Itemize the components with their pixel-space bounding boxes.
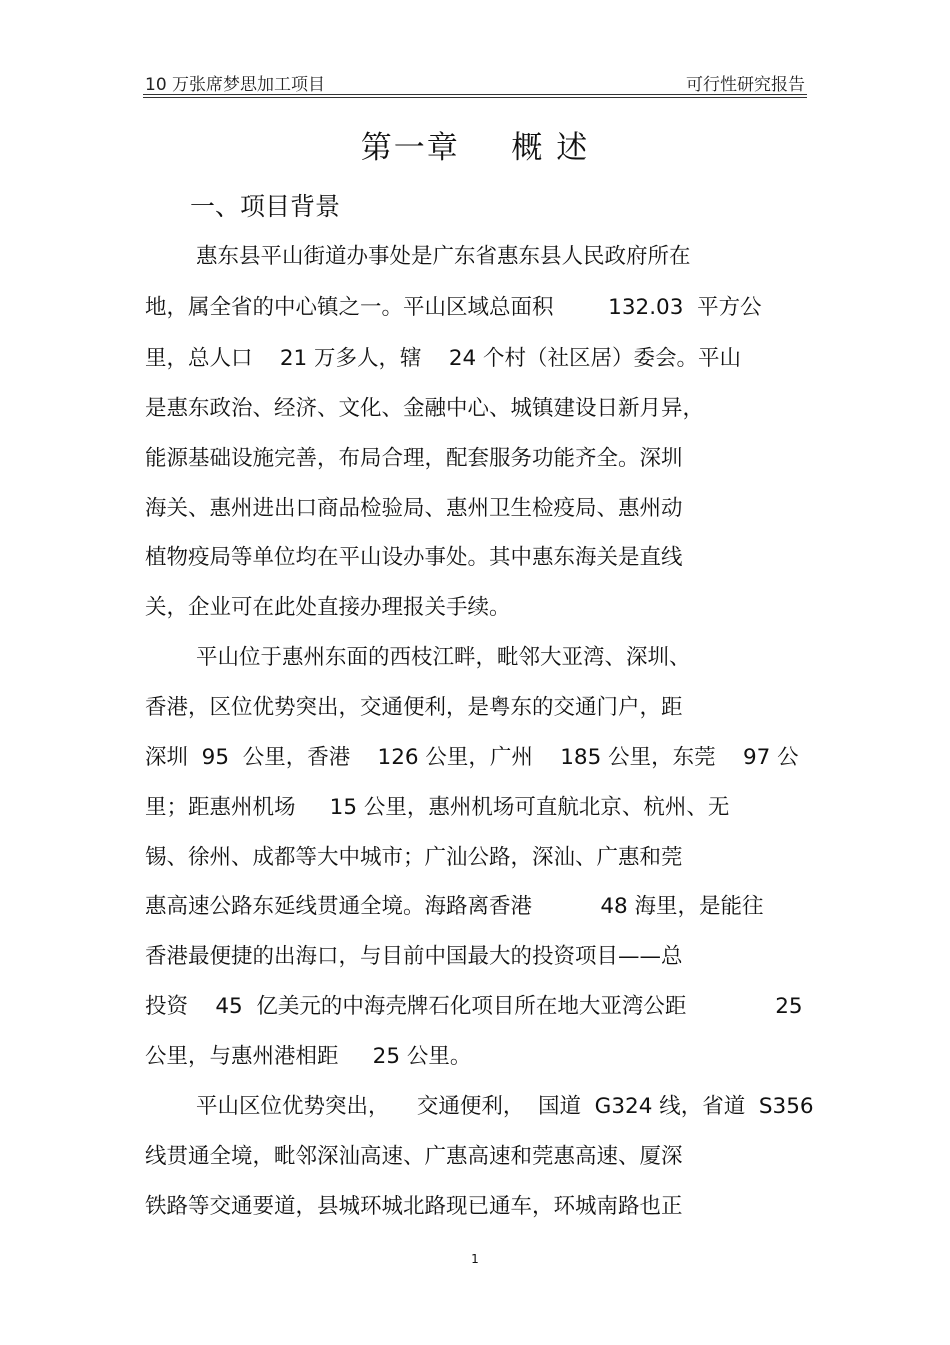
body-line: 关，企业可在此处直接办理报关手续。	[145, 595, 511, 620]
body-line: 公里，与惠州港相距 25 公里。	[145, 1044, 472, 1069]
body-line: 平山区位优势突出， 交通便利， 国道 G324 线，省道 S356	[196, 1094, 814, 1119]
body-line: 深圳 95 公里，香港 126 公里，广州 185 公里，东莞 97 公	[145, 745, 799, 770]
body-line: 投资 45 亿美元的中海壳牌石化项目所在地大亚湾公距 25	[145, 994, 803, 1019]
header-project-name: 10 万张席梦思加工项目	[145, 75, 326, 95]
body-line: 海关、惠州进出口商品检验局、惠州卫生检疫局、惠州动	[145, 496, 683, 521]
body-line: 植物疫局等单位均在平山设办事处。其中惠东海关是直线	[145, 545, 683, 570]
body-line: 能源基础设施完善，布局合理，配套服务功能齐全。深圳	[145, 446, 683, 471]
chapter-number: 第一章	[360, 130, 460, 166]
body-line: 平山位于惠州东面的西枝江畔，毗邻大亚湾、深圳、	[196, 645, 691, 670]
section-heading: 一、项目背景	[190, 192, 341, 221]
chapter-name: 概 述	[511, 130, 590, 166]
header-rule	[143, 94, 807, 95]
body-line: 铁路等交通要道，县城环城北路现已通车，环城南路也正	[145, 1194, 683, 1219]
body-line: 地，属全省的中心镇之一。平山区域总面积 132.03 平方公	[145, 295, 762, 320]
body-line: 里；距惠州机场 15 公里，惠州机场可直航北京、杭州、无	[145, 795, 730, 820]
body-line: 香港最便捷的出海口，与目前中国最大的投资项目——总	[145, 944, 683, 969]
body-line: 里，总人口 21 万多人，辖 24 个村（社区居）委会。平山	[145, 346, 742, 371]
chapter-title	[0, 122, 950, 167]
body-line: 惠高速公路东延线贯通全境。海路离香港 48 海里，是能往	[145, 894, 764, 919]
body-line: 惠东县平山街道办事处是广东省惠东县人民政府所在	[196, 244, 691, 269]
page-number: 1	[471, 1252, 479, 1266]
body-line: 香港，区位优势突出，交通便利，是粤东的交通门户，距	[145, 695, 683, 720]
header-rule	[143, 97, 807, 98]
body-line: 是惠东政治、经济、文化、金融中心、城镇建设日新月异，	[145, 396, 705, 421]
header-report-type: 可行性研究报告	[686, 75, 805, 95]
body-line: 锡、徐州、成都等大中城市；广汕公路，深汕、广惠和莞	[145, 845, 683, 870]
body-line: 线贯通全境，毗邻深汕高速、广惠高速和莞惠高速、厦深	[145, 1144, 683, 1169]
